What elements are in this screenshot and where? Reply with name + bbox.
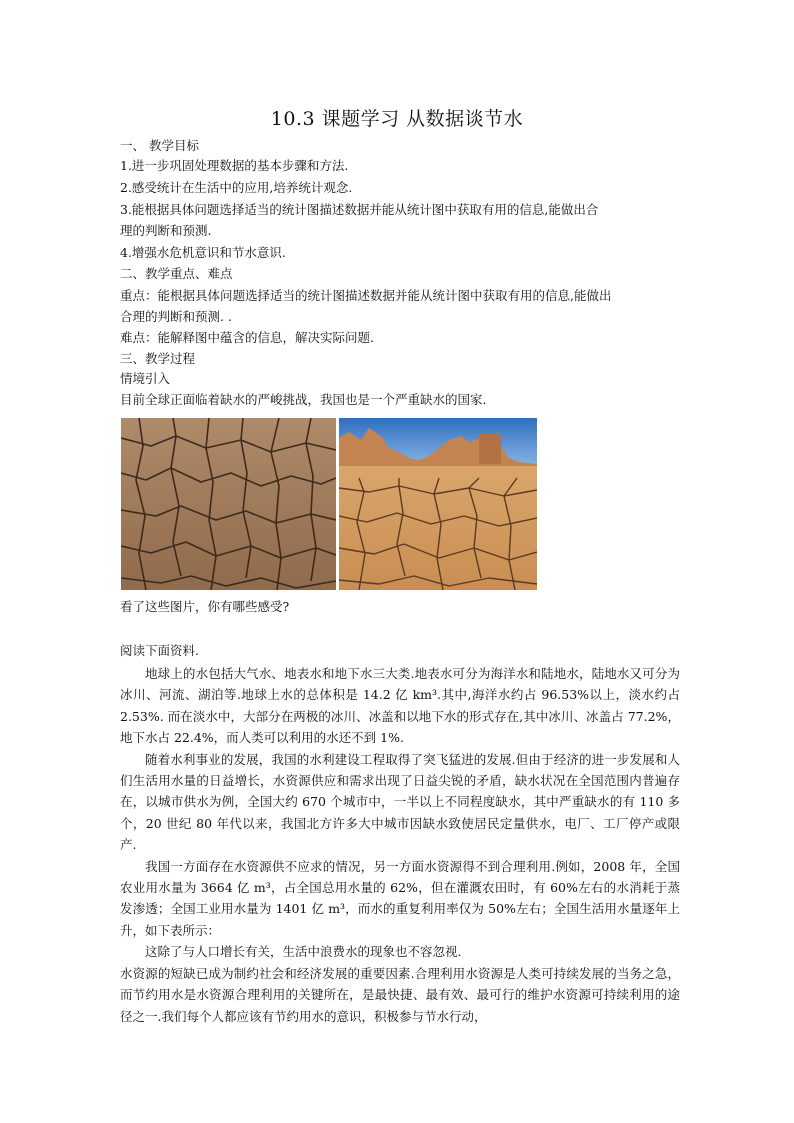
desert-rocks-cracked-ground-photo [339, 418, 537, 590]
objective-item-3-cont: 理的判断和预测. [120, 223, 212, 238]
paragraph-water-usage: 我国一方面存在水资源供不应求的情况，另一方面水资源得不到合理利用.例如，2008 年，全国农业用水量为 3664 亿 m³，占全国总用水量的 62%，但在灌溉农田时，有 60%左右的水消耗于蒸发渗透；全国工业用水量为 1401 亿 m³，而水的重复利用率仅为 50%左右；全国生活用水量逐年上升，如下表所示： [120, 858, 680, 938]
intro-label: 情境引入 [120, 371, 171, 386]
key-point-line-2: 合理的判断和预测. . [120, 309, 232, 324]
paragraph-water-composition: 地球上的水包括大气水、地表水和地下水三大类.地表水可分为海洋水和陆地水，陆地水又可分为冰川、河流、湖泊等.地球上水的总体积是 14.2 亿 km³.其中,海洋水约占 96.53%以上，淡水约占 2.53%. 而在淡水中，大部分在两极的冰川、冰盖和以地下水的形式存在,其中冰川、冰盖占 77.2%，地下水占 22.4%，而人类可以利用的水还不到 1%. [120, 666, 680, 746]
page-title: 10.3 课题学习 从数据谈节水 [270, 108, 524, 130]
reading-passage [120, 663, 680, 1027]
objective-item-4: 4.增强水危机意识和节水意识. [120, 245, 286, 260]
intro-text: 目前全球正面临着缺水的严峻挑战，我国也是一个严重缺水的国家. [120, 392, 487, 407]
cracked-earth-photo [121, 418, 336, 590]
objective-item-1: 1.进一步巩固处理数据的基本步骤和方法. [120, 158, 349, 173]
difficulty-line: 难点：能解释图中蕴含的信息，解决实际问题. [120, 330, 374, 345]
section-heading-objectives: 一、 教学目标 [120, 138, 199, 153]
photo-strip [121, 418, 537, 590]
section-heading-key-points: 二、教学重点、难点 [120, 266, 233, 281]
paragraph-water-shortage: 随着水利事业的发展，我国的水利建设工程取得了突飞猛进的发展.但由于经济的进一步发展和人们生活用水量的日益增长，水资源供应和需求出现了日益尖锐的矛盾，缺水状况在全国范围内普遍存在，以城市供水为例，全国大约 670 个城市中，一半以上不同程度缺水，其中严重缺水的有 110 多个，20 世纪 80 年代以来，我国北方许多大中城市因缺水致使居民定量供水，电厂、工厂停产或限产. [120, 751, 680, 853]
paragraph-waste: 这除了与人口增长有关，生活中浪费水的现象也不容忽视. [145, 944, 462, 960]
objective-item-2: 2.感受统计在生活中的应用,培养统计观念. [120, 180, 353, 195]
section-heading-process: 三、教学过程 [120, 351, 196, 366]
objective-item-3: 3.能根据具体问题选择适当的统计图描述数据并能从统计图中获取有用的信息,能做出合 [120, 202, 599, 217]
reading-label: 阅读下面资料. [120, 643, 199, 658]
key-point-line-1: 重点：能根据具体问题选择适当的统计图描述数据并能从统计图中获取有用的信息,能做出 [120, 288, 612, 303]
photo-question: 看了这些图片，你有哪些感受? [120, 599, 290, 614]
paragraph-conservation: 水资源的短缺已成为制约社会和经济发展的重要因素.合理利用水资源是人类可持续发展的当务之急，而节约用水是水资源合理利用的关键所在，是最快捷、最有效、最可行的维护水资源可持续利用的途径之一.我们每个人都应该有节约用水的意识，积极参与节水行动， [120, 965, 680, 1024]
